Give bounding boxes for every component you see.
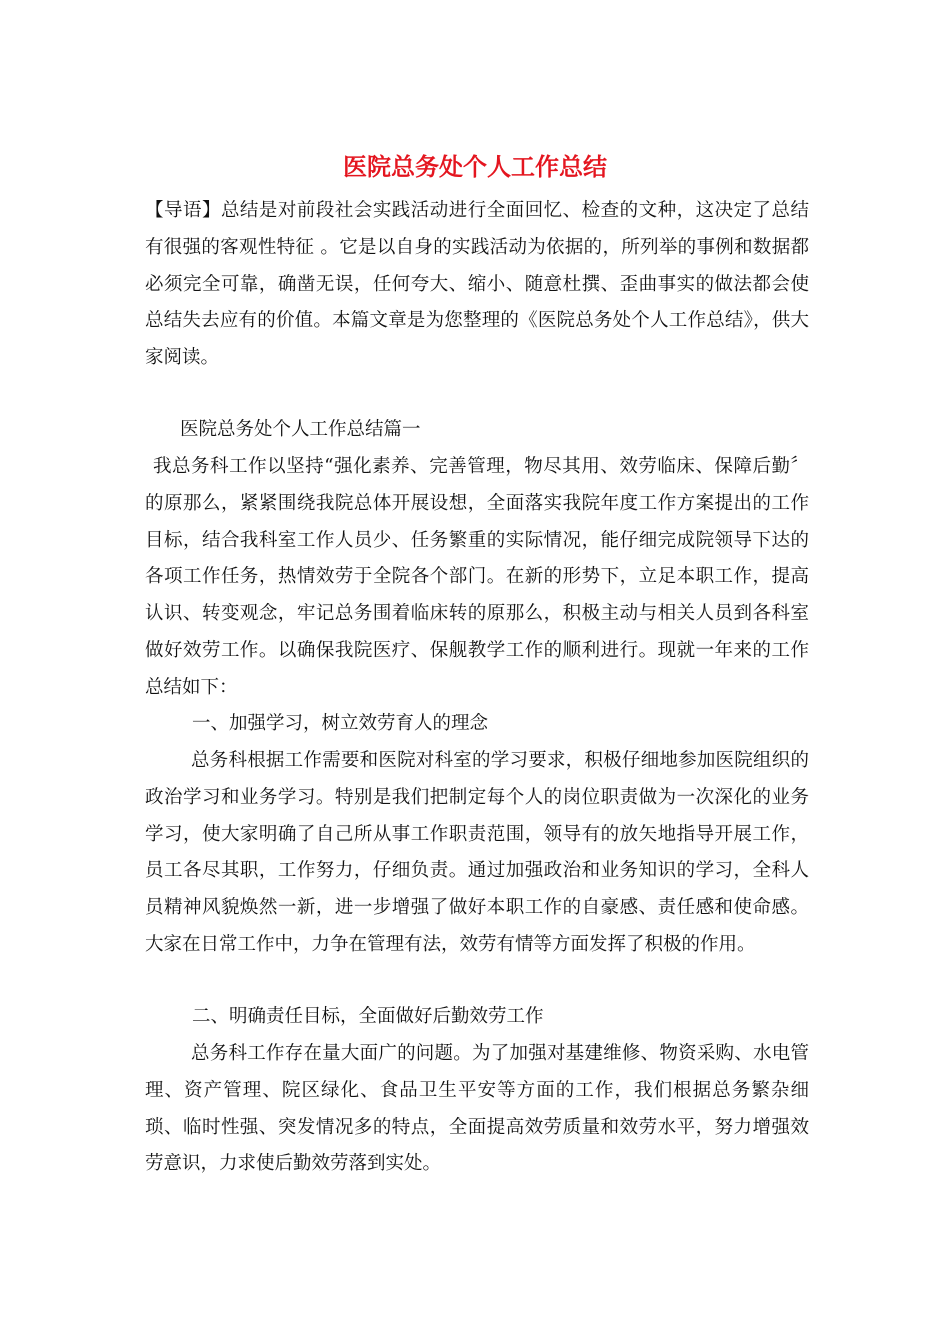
document-title: 医院总务处个人工作总结: [343, 152, 607, 181]
section-heading-2: 二、明确责任目标，全面做好后勤效劳工作: [192, 1006, 544, 1027]
section-title: 医院总务处个人工作总结篇一: [180, 419, 421, 440]
body-paragraph-1: 我总务科工作以坚持“强化素养、完善管理，物尽其用、效劳临床、保障后勤〞的原那么，紧紧围绕我院总体开展设想，全面落实我院年度工作方案提出的工作目标，结合我科室工作人员少、任务繁重的实际情况，能仔细完成院领导下达的各项工作任务，热情效劳于全院各个部门。在新的形势下，立足本职工作，提高认识、转变观念，牢记总务围着临床转的原那么，积极主动与相关人员到各科室做好效劳工作。以确保我院医疗、保舰教学工作的顺利进行。现就一年来的工作总结如下：: [145, 456, 809, 698]
section-heading-1: 一、加强学习，树立效劳育人的理念: [192, 713, 489, 734]
intro-paragraph: 【导语】总结是对前段社会实践活动进行全面回忆、检查的文种，这决定了总结有很强的客观性特征 。它是以自身的实践活动为依据的，所列举的事例和数据都必须完全可靠，确凿无误，任何夸大、缩小、随意杜撰、歪曲事实的做法都会使总结失去应有的价值。本篇文章是为您整理的《医院总务处个人工作总结》，供大家阅读。: [145, 200, 809, 369]
body-paragraph-3: 总务科工作存在量大面广的问题。为了加强对基建维修、物资采购、水电管理、资产管理、院区绿化、食品卫生平安等方面的工作，我们根据总务繁杂细琐、临时性强、突发情况多的特点，全面提高效劳质量和效劳水平，努力增强效劳意识，力求使后勤效劳落到实处。: [145, 1043, 809, 1175]
body-paragraph-2: 总务科根据工作需要和医院对科室的学习要求，积极仔细地参加医院组织的政治学习和业务学习。特别是我们把制定每个人的岗位职责做为一次深化的业务学习，使大家明确了自己所从事工作职责范围，领导有的放矢地指导开展工作，员工各尽其职，工作努力，仔细负责。通过加强政治和业务知识的学习，全科人员精神风貌焕然一新，进一步增强了做好本职工作的自豪感、责任感和使命感。大家在日常工作中，力争在管理有法，效劳有情等方面发挥了积极的作用。: [145, 750, 809, 955]
